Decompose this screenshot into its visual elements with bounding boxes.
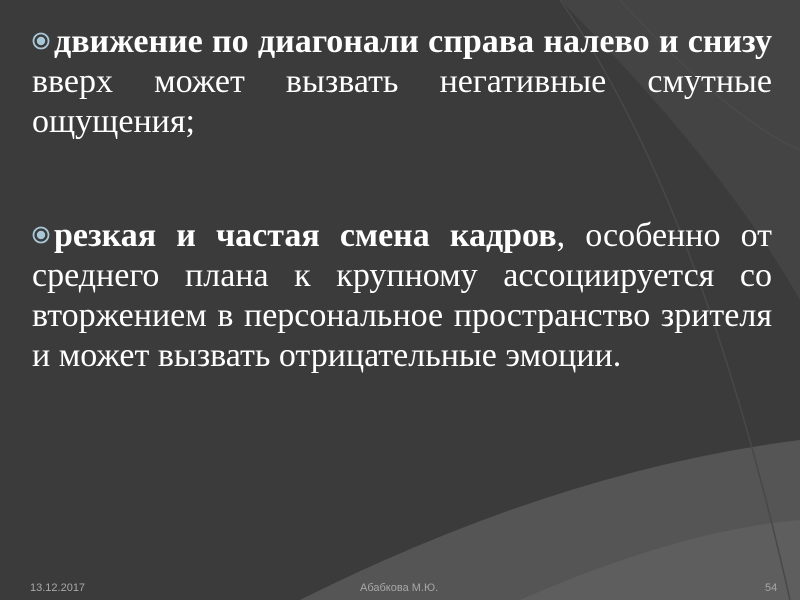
paragraph-2-text: , особенно от среднего плана к крупному ассоциируется со вторжением в персональное пространство зрителя и может вызвать отрицательные эмоции. — [32, 217, 772, 374]
bullet-paragraph-1 — [32, 22, 772, 142]
footer-page-number: 54 — [765, 582, 778, 594]
paragraph-1-bold-text: движение по диагонали справа налево и снизу — [54, 23, 772, 60]
paragraph-1-text: вверх может вызвать негативные смутные ощущения; — [32, 63, 772, 140]
footer-date: 13.12.2017 — [30, 582, 86, 594]
bullet-paragraph-2 — [32, 216, 772, 376]
slide-content — [32, 22, 772, 376]
target-bullet-icon — [32, 32, 50, 50]
paragraph-2-bold-text: резкая и частая смена кадров — [54, 217, 557, 254]
footer-author: Абабкова М.Ю. — [360, 582, 439, 594]
target-bullet-icon — [32, 226, 50, 244]
